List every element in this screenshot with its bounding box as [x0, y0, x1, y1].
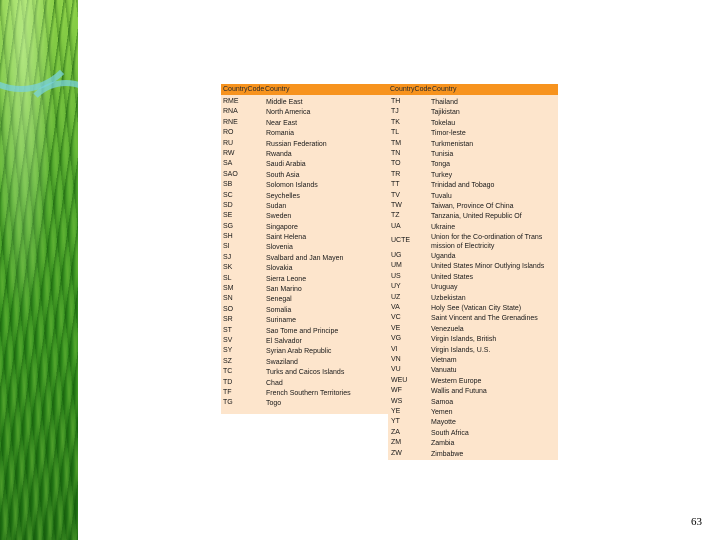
country-code: RU: [223, 139, 234, 147]
country-name: Uruguay: [431, 284, 458, 292]
country-name: El Salvador: [266, 337, 302, 345]
header-code: CountryCode: [223, 86, 265, 93]
swirl-decoration: [0, 0, 78, 92]
country-code: TV: [391, 191, 400, 199]
country-name: United States: [431, 273, 474, 281]
country-code: SR: [223, 316, 233, 324]
country-name: Turkey: [431, 171, 453, 179]
country-code: SK: [223, 264, 233, 272]
country-name: Union for the Co-ordination of Trans mission of Electricity: [431, 234, 543, 251]
table-row: [221, 274, 388, 284]
table-row: [388, 293, 558, 303]
table-row: [221, 326, 388, 336]
table-row: [388, 334, 558, 344]
country-code: TG: [223, 399, 233, 407]
country-code: SY: [223, 347, 233, 355]
country-name: Venezuela: [431, 325, 464, 333]
swirl-decoration: [20, 80, 78, 172]
table-row: [221, 263, 388, 273]
country-name: Tuvalu: [431, 192, 452, 200]
table-row: [388, 191, 558, 201]
country-code: SN: [223, 295, 233, 303]
table-row: [388, 365, 558, 375]
country-name: Virgin Islands, British: [431, 336, 497, 344]
country-name: Svalbard and Jan Mayen: [266, 254, 344, 262]
table-row: [221, 284, 388, 294]
table-row: [221, 211, 388, 221]
country-code: ZM: [391, 439, 402, 447]
country-code: TD: [223, 378, 233, 386]
country-name: Holy See (Vatican City State): [431, 305, 522, 313]
grass-decoration: [0, 0, 78, 540]
country-code: UCTE: [391, 237, 411, 245]
table-row: [221, 232, 388, 242]
table-row: [388, 303, 558, 313]
country-code: SD: [223, 201, 233, 209]
table-row: [388, 449, 558, 459]
country-name: Togo: [266, 400, 282, 408]
country-name: Taiwan, Province Of China: [431, 202, 514, 210]
table-row: [221, 388, 388, 398]
country-name: Middle East: [266, 99, 303, 106]
country-name: Wallis and Futuna: [431, 388, 487, 396]
country-code: SZ: [223, 357, 232, 365]
country-code: SC: [223, 191, 233, 199]
country-name: Vietnam: [431, 356, 457, 364]
country-name: Saint Vincent and The Grenadines: [431, 315, 538, 323]
country-name: Virgin Islands, U.S.: [431, 346, 491, 354]
country-code: VA: [391, 304, 400, 312]
table-row: [221, 149, 388, 159]
country-code: SA: [223, 160, 233, 168]
table-row: [221, 191, 388, 201]
country-name: United States Minor Outlying Islands: [431, 263, 545, 271]
country-code: TH: [391, 98, 401, 105]
country-code: SG: [223, 222, 234, 230]
table-row: [388, 407, 558, 417]
country-code: WF: [391, 387, 402, 395]
country-name: Vanuatu: [431, 367, 457, 375]
country-code: RW: [223, 149, 235, 157]
table-row: [221, 159, 388, 169]
country-code: TK: [391, 118, 400, 126]
country-name: Tunisia: [431, 150, 454, 158]
country-code: TW: [391, 201, 402, 209]
header-code: CountryCode: [390, 86, 432, 93]
country-code: ZA: [391, 428, 400, 436]
table-row: [221, 242, 388, 252]
country-name: Saudi Arabia: [266, 161, 306, 169]
table-row: [221, 346, 388, 356]
table-row: [388, 118, 558, 128]
table-row: [388, 170, 558, 180]
table-row: [221, 128, 388, 138]
table-row: [388, 149, 558, 159]
table-row: [221, 357, 388, 367]
country-name: San Marino: [266, 286, 302, 294]
country-code: SI: [223, 243, 230, 251]
country-code: SL: [223, 274, 232, 282]
country-code: SJ: [223, 253, 232, 261]
country-name: Uzbekistan: [431, 294, 466, 302]
country-code: SAO: [223, 170, 238, 178]
country-name: Tajikistan: [431, 109, 460, 117]
country-code: WS: [391, 397, 403, 405]
table-row: [388, 376, 558, 386]
country-code: US: [391, 272, 401, 280]
country-name: Senegal: [266, 296, 292, 304]
country-name: Yemen: [431, 408, 453, 416]
table-row: [221, 139, 388, 149]
table-row: [221, 294, 388, 304]
country-name: Russian Federation: [266, 140, 327, 148]
table-row: [388, 128, 558, 138]
country-name: Turks and Caicos Islands: [266, 369, 345, 377]
country-name: Mayotte: [431, 419, 456, 427]
country-name: Sierra Leone: [266, 275, 307, 283]
table-row: [221, 222, 388, 232]
country-name: North America: [266, 109, 311, 117]
country-name: Sweden: [266, 213, 292, 221]
country-name: Suriname: [266, 317, 296, 325]
country-code: VN: [391, 355, 401, 363]
country-name: Tokelau: [431, 119, 456, 127]
right-table-rows: [388, 97, 558, 459]
table-row: [221, 170, 388, 180]
table-row: [388, 180, 558, 190]
table-row: [388, 386, 558, 396]
header-country: Country: [265, 86, 290, 93]
table-row: [388, 313, 558, 323]
country-code: TL: [391, 129, 400, 137]
country-code: UZ: [391, 293, 401, 301]
country-code: UM: [391, 262, 402, 270]
table-row: [388, 222, 558, 232]
country-code: UA: [391, 222, 401, 230]
table-row: [221, 378, 388, 388]
country-code: VC: [391, 314, 401, 322]
country-name: Tanzania, United Republic Of: [431, 213, 522, 221]
country-code: TJ: [391, 108, 399, 116]
table-row: [221, 180, 388, 190]
left-table-rows: [221, 97, 388, 409]
country-name: Slovakia: [266, 265, 293, 273]
country-name: South Africa: [431, 429, 469, 437]
country-code: TT: [391, 181, 400, 189]
table-row: [221, 118, 388, 128]
table-row: [221, 253, 388, 263]
country-code: YE: [391, 407, 401, 415]
country-name: Solomon Islands: [266, 182, 318, 190]
country-name: Trinidad and Tobago: [431, 182, 495, 190]
country-name: Tonga: [431, 161, 451, 169]
country-name: Western Europe: [431, 377, 482, 385]
country-code-table-image: [221, 84, 558, 460]
country-code: RME: [223, 98, 239, 105]
country-name: Thailand: [431, 99, 458, 106]
country-name: Timor-leste: [431, 130, 466, 138]
country-code: SV: [223, 336, 233, 344]
table-row: [221, 107, 388, 117]
country-name: French Southern Territories: [266, 389, 351, 397]
country-name: Near East: [266, 119, 298, 127]
country-name: Chad: [266, 379, 283, 387]
country-code: TC: [223, 368, 233, 376]
table-row: [388, 261, 558, 271]
country-code: UY: [391, 283, 401, 291]
country-name: Romania: [266, 130, 295, 138]
country-code: TO: [391, 160, 401, 168]
country-name: Singapore: [266, 223, 298, 231]
table-row: [388, 251, 558, 261]
table-row: [388, 139, 558, 149]
country-name: Swaziland: [266, 358, 298, 366]
country-code: SH: [223, 233, 233, 241]
country-code: SM: [223, 285, 234, 293]
table-row: [221, 398, 388, 408]
right-table: [388, 84, 558, 460]
country-name: Turkmenistan: [431, 140, 474, 148]
country-name: Rwanda: [266, 150, 292, 158]
country-code: SE: [223, 212, 233, 220]
country-code: RNA: [223, 108, 238, 116]
table-row: [221, 201, 388, 211]
country-code: WEU: [391, 376, 408, 384]
country-name: Sao Tome and Principe: [266, 327, 339, 335]
table-row: [388, 201, 558, 211]
table-row: [388, 397, 558, 407]
country-code: ZW: [391, 449, 402, 457]
country-name: Zimbabwe: [431, 450, 464, 458]
country-code: TR: [391, 170, 401, 178]
country-code: VG: [391, 335, 402, 343]
left-table: [221, 84, 388, 414]
table-row: [221, 97, 388, 107]
table-row: [388, 438, 558, 448]
country-code: YT: [391, 418, 400, 426]
table-row: [221, 315, 388, 325]
country-code: TF: [223, 388, 232, 396]
country-code: VI: [391, 345, 398, 353]
table-row: [388, 97, 558, 107]
country-code: VE: [391, 324, 401, 332]
table-row: [388, 428, 558, 438]
country-name: South Asia: [266, 171, 300, 179]
table-row: [388, 282, 558, 292]
country-code: UG: [391, 252, 402, 260]
country-name: Syrian Arab Republic: [266, 348, 332, 356]
country-code: TN: [391, 149, 401, 157]
table-row: [388, 272, 558, 282]
country-code: SO: [223, 305, 234, 313]
country-code: TM: [391, 139, 402, 147]
page-number: 63: [691, 516, 702, 528]
country-code: RO: [223, 129, 234, 137]
country-name: Slovenia: [266, 244, 293, 252]
header-country: Country: [432, 86, 457, 93]
table-row: [388, 159, 558, 169]
table-row: [221, 336, 388, 346]
country-name: Uganda: [431, 253, 456, 261]
country-name: Seychelles: [266, 192, 300, 200]
table-row: [221, 305, 388, 315]
table-row: [388, 232, 558, 251]
country-code: SB: [223, 181, 233, 189]
country-name: Saint Helena: [266, 234, 307, 242]
country-code: VU: [391, 366, 401, 374]
table-row: [388, 324, 558, 334]
country-code: TZ: [391, 212, 400, 220]
table-row: [388, 211, 558, 221]
table-row: [388, 107, 558, 117]
table-row: [388, 345, 558, 355]
left-table-header: [221, 84, 388, 95]
country-code: ST: [223, 326, 232, 334]
right-table-header: [388, 84, 558, 95]
country-name: Somalia: [266, 306, 292, 314]
table-row: [388, 417, 558, 427]
country-name: Ukraine: [431, 223, 456, 231]
country-code: RNE: [223, 118, 238, 126]
country-name: Sudan: [266, 202, 287, 210]
table-row: [388, 355, 558, 365]
table-row: [221, 367, 388, 377]
country-name: Samoa: [431, 398, 454, 406]
country-name: Zambia: [431, 440, 455, 448]
